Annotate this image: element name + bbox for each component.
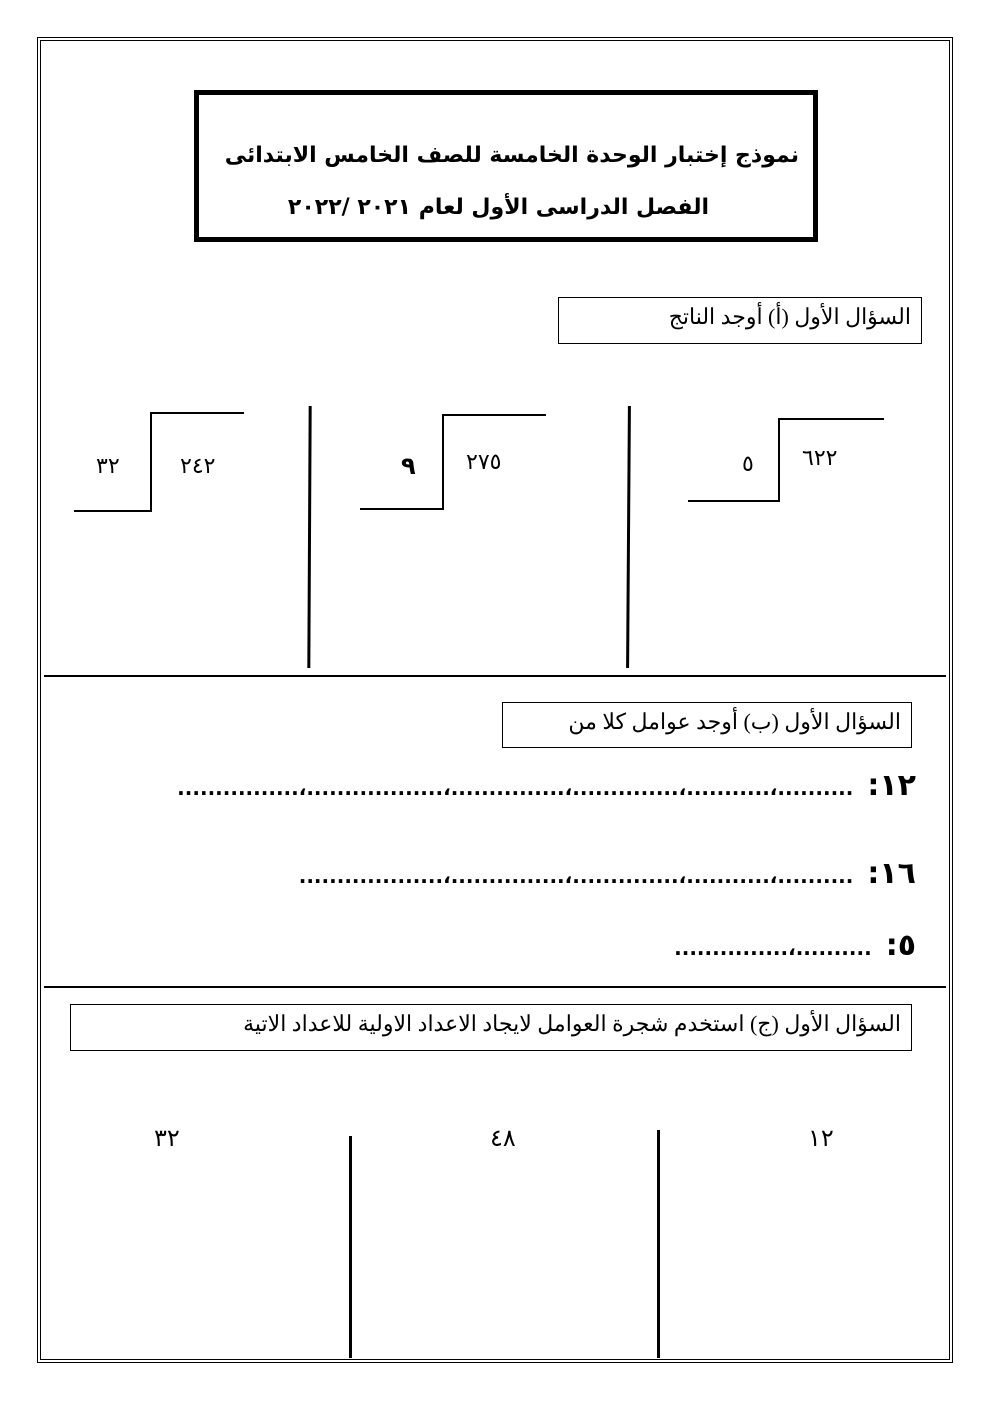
factors-row-16: [299, 856, 916, 891]
division-bracket-top: [780, 418, 884, 420]
section-divider: [44, 675, 946, 677]
column-divider: [657, 1130, 660, 1358]
factor-number: ١٦:: [867, 856, 916, 891]
factor-number: ٥:: [885, 928, 916, 963]
answer-blanks[interactable]: ..........،...........،..............،...............،...................: [298, 864, 854, 888]
column-divider: [349, 1136, 352, 1358]
title-box: [194, 90, 818, 242]
factor-number: ١٢:: [867, 768, 916, 803]
division-bracket-top: [152, 412, 244, 414]
divisor: ٩: [401, 452, 416, 480]
division-bracket-side: [442, 414, 444, 510]
answer-blanks[interactable]: ..........،...........،..............،...............،..................،................: [177, 776, 854, 800]
division-bracket-base: [74, 510, 152, 512]
division-bracket-side: [778, 418, 780, 502]
question-b-label: السؤال الأول (ب) أوجد عوامل كلا من: [502, 702, 912, 748]
dividend: ٢٤٢: [180, 454, 216, 479]
exam-term: الفصل الدراسى الأول لعام ٢٠٢١ /٢٠٢٢: [287, 195, 709, 220]
division-bracket-side: [150, 412, 152, 512]
exam-title: نموذج إختبار الوحدة الخامسة للصف الخامس الابتدائى: [224, 143, 799, 168]
divisor: ٥: [742, 452, 754, 477]
dividend: ٢٧٥: [466, 450, 502, 475]
factors-row-12: [177, 768, 916, 803]
dividend: ٦٢٢: [802, 446, 838, 471]
divisor: ٣٢: [96, 454, 120, 479]
factor-tree-number: ١٢: [808, 1124, 834, 1152]
division-bracket-base: [360, 508, 444, 510]
question-c-label: السؤال الأول (ج) استخدم شجرة العوامل لايجاد الاعداد الاولية للاعداد الاتية: [70, 1004, 912, 1051]
answer-blanks[interactable]: ..........،...............: [674, 936, 872, 960]
section-divider: [44, 986, 946, 988]
question-a-label: السؤال الأول (أ) أوجد الناتج: [558, 297, 922, 344]
factor-tree-number: ٣٢: [154, 1124, 180, 1152]
division-bracket-top: [444, 414, 546, 416]
factors-row-5: [674, 928, 916, 963]
factor-tree-number: ٤٨: [490, 1124, 516, 1152]
division-bracket-base: [688, 500, 780, 502]
